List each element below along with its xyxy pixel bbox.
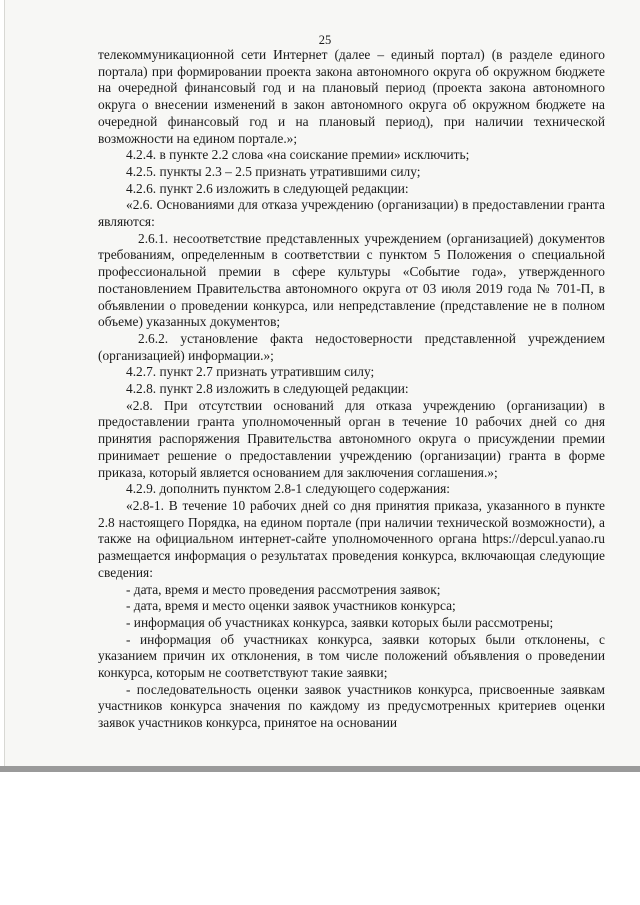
paragraph: 4.2.5. пункты 2.3 – 2.5 признать утратившими силу; (126, 163, 421, 179)
paragraph: «2.8. При отсутствии оснований для отказа учреждению (организации) в предоставлении гранта уполномоченный орган в течение 10 рабочих дней со дня принятия распоряжения Правительства автономного округа о присуждении премии принимает решение о предоставлении учреждению (организации) гранта в форме приказа, который является основанием для заключения соглашения.»; (98, 397, 605, 480)
paragraph: - дата, время и место проведения рассмотрения заявок; (126, 581, 441, 597)
paragraph: телекоммуникационной сети Интернет (далее – единый портал) (в разделе единого портала) при формировании проекта закона автономного округа об окружном бюджете на очередной финансовый год и на плановый период (проекта закона автономного округа о внесении изменений в закон автономного округа об окружном бюджете на очередной финансовый год и на плановый период), при наличии технической возможности на едином портале.»; (98, 47, 605, 146)
paragraph: 4.2.8. пункт 2.8 изложить в следующей редакции: (126, 381, 409, 397)
paragraph: 2.6.2. установление факта недостоверности представленной учреждением (организацией) информации.»; (98, 330, 605, 363)
paragraph: 4.2.6. пункт 2.6 изложить в следующей редакции: (126, 180, 409, 196)
paragraph: 2.6.1. несоответствие представленных учреждением (организацией) документов требованиям, определенным в соответствии с пунктом 5 Положения о специальной профессиональной премии в сфере культуры «Событие года», утвержденного постановлением Правительства автономного округа от 03 июля 2019 года № 701-П, в объявлении о проведении конкурса, или непредставление (представление не в полном объеме) указанных документов; (98, 230, 605, 330)
paragraph: - информация об участниках конкурса, заявки которых были рассмотрены; (126, 614, 554, 630)
page-number: 25 (318, 33, 332, 47)
document-body (98, 47, 605, 732)
document-page (4, 0, 640, 766)
paragraph: «2.8-1. В течение 10 рабочих дней со дня принятия приказа, указанного в пункте 2.8 настоящего Порядка, на едином портале (при наличии технической возможности), а также на официальном интернет-сайте уполномоченного органа https://depcul.yanao.ru размещается информация о результатах проведения конкурса, включающая следующие сведения: (98, 497, 605, 580)
paragraph: «2.6. Основаниями для отказа учреждению (организации) в предоставлении гранта являются: (98, 197, 605, 230)
blank-area (0, 772, 640, 905)
paragraph: - информация об участниках конкурса, заявки которых были отклонены, с указанием причин их отклонения, в том числе положений объявления о проведении конкурса, которым не соответствуют такие заявки; (98, 631, 605, 681)
paragraph: 4.2.9. дополнить пунктом 2.8-1 следующего содержания: (126, 481, 450, 497)
paragraph: 4.2.4. в пункте 2.2 слова «на соискание премии» исключить; (126, 147, 470, 163)
paragraph: - дата, время и место оценки заявок участников конкурса; (126, 598, 456, 614)
paragraph: - последовательность оценки заявок участников конкурса, присвоенные заявкам участников конкурса значения по каждому из предусмотренных критериев оценки заявок участников конкурса, принятое на основании (98, 681, 605, 731)
paragraph: 4.2.7. пункт 2.7 признать утратившим силу; (126, 364, 375, 380)
